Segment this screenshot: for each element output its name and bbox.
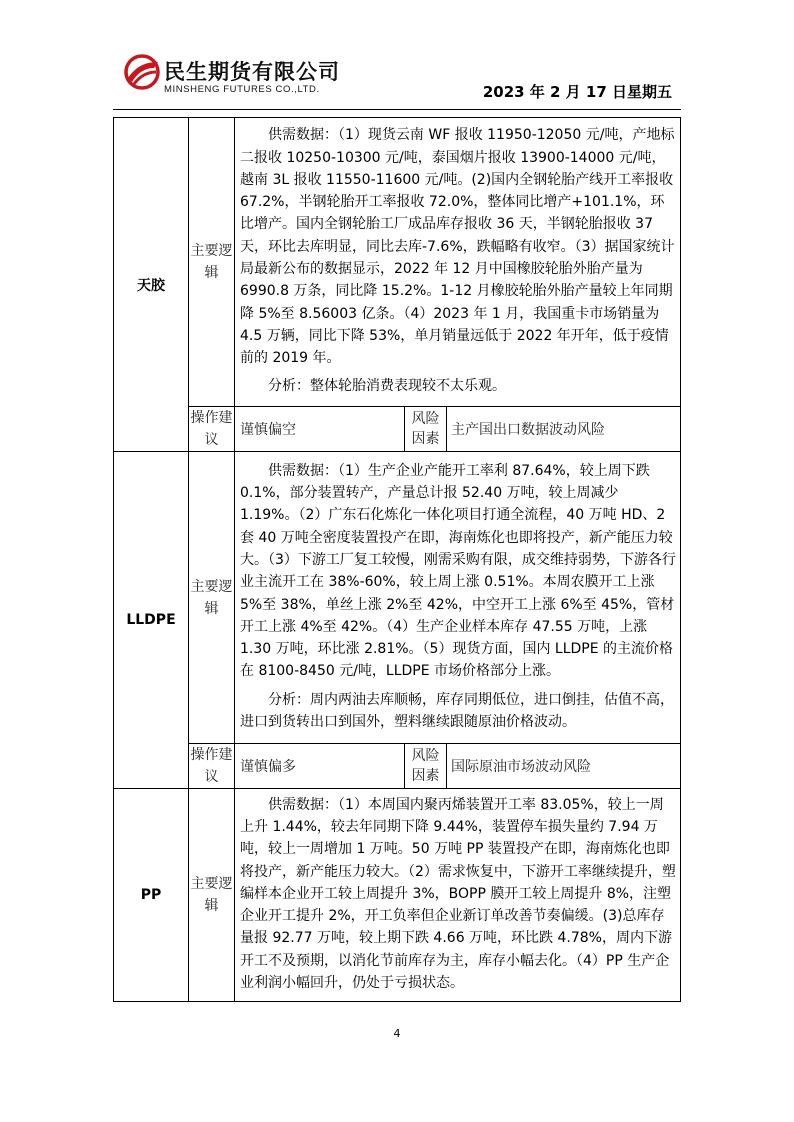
logic-content [235, 789, 681, 1002]
commodity-name: LLDPE [114, 452, 189, 789]
logic-label: 主要逻辑 [189, 789, 235, 1002]
table-row [114, 789, 681, 1002]
company-logo [124, 54, 384, 104]
logic-content [235, 452, 681, 744]
minsheng-logo-icon [124, 54, 160, 90]
analysis-text: 分析：周内两油去库顺畅，库存同期低位，进口倒挂，估值不高，进口到货转出口到国外，塑料继续跟随原油价格波动。 [240, 691, 674, 730]
company-name-en: MINSHENG FUTURES CO.,LTD. [164, 84, 320, 95]
advice-label: 操作建议 [189, 407, 235, 452]
table-row [114, 407, 681, 452]
supply-demand-text: 供需数据：（1）本周国内聚丙烯装置开工率 83.05%，较上一周上升 1.44%，较去年同期下降 9.44%，装置停车损失量约 7.94 万吨，较上一周增加 1 万吨。50 万吨 PP 装置投产在即，海南炼化也即将投产，新产能压力较大。（2）需求恢复中，下游开工率继续提升，塑编样本企业开工较上周提升 3%，BOPP 膜开工较上周提升 8%，注塑企业开工提升 2%，开工负率但企业新订单改善节奏偏缓。(3)总库存量报 92.77 万吨，较上期下跌 4.66 万吨，环比跌 4.78%，周内下游开工不及预期，以消化节前库存为主，库存小幅去化。（4）PP 生产企业利润小幅回升，仍处于亏损状态。 [240, 796, 676, 992]
page-number: 4 [393, 1027, 401, 1040]
supply-demand-text: 供需数据：（1）生产企业产能开工率利 87.64%，较上周下跌 0.1%，部分装置转产，产量总计报 52.40 万吨，较上周减少 1.19%。（2）广东石化炼化一体化项目打通全流程，40 万吨 HD、2 套 40 万吨全密度装置投产在即，海南炼化也即将投产，新产能压力较大。（3）下游工厂复工较慢，刚需采购有限，成交维持弱势，下游各行业主流开工在 38%-60%，较上周上涨 0.51%。本周农膜开工上涨 5%至 38%，单丝上涨 2%至 42%，中空开工上涨 6%至 45%，管材开工上涨 4%至 42%。（4）生产企业样本库存 47.55 万吨，上涨 1.30 万吨，环比涨 2.81%。（5）现货方面，国内 LLDPE 的主流价格在 8100-8450 元/吨，LLDPE 市场价格部分上涨。 [240, 462, 676, 680]
commodity-name: PP [114, 789, 189, 1002]
advice-value: 谨慎偏多 [235, 744, 405, 789]
commodity-name: 天胶 [114, 118, 189, 452]
header-divider [113, 109, 681, 110]
table-row [114, 118, 681, 407]
risk-label: 风险因素 [405, 744, 447, 789]
supply-demand-text: 供需数据：（1）现货云南 WF 报收 11950-12050 元/吨，产地标二报收 10250-10300 元/吨，泰国烟片报收 13900-14000 元/吨，越南 3L 报收 11550-11600 元/吨。(2)国内全钢轮胎产线开工率报收 67.2%，半钢轮胎开工率报收 72.0%，整体同比增产+101.1%，环比增产。国内全钢轮胎工厂成品库存报收 36 天，半钢轮胎报收 37 天，环比去库明显，同比去库-7.6%，跌幅略有收窄。（3）据国家统计局最新公布的数据显示，2022 年 12 月中国橡胶轮胎外胎产量为 6990.8 万条，同比降 15.2%。1-12 月橡胶轮胎外胎产量较上年同期降 5%至 8.56003 亿条。（4）2023 年 1 月，我国重卡市场销量为 4.5 万辆，同比下降 53%，单月销量远低于 2022 年开年，低于疫情前的 2019 年。 [240, 127, 675, 367]
table-row [114, 452, 681, 744]
logic-label: 主要逻辑 [189, 452, 235, 744]
risk-value: 国际原油市场波动风险 [447, 744, 681, 789]
report-date: 2023 年 2 月 17 日星期五 [482, 83, 672, 101]
advice-label: 操作建议 [189, 744, 235, 789]
company-name-cn: 民生期货有限公司 [164, 60, 340, 84]
commodity-analysis-table [113, 117, 681, 1002]
logic-label: 主要逻辑 [189, 118, 235, 407]
risk-label: 风险因素 [405, 407, 447, 452]
advice-value: 谨慎偏空 [235, 407, 405, 452]
logic-content [235, 118, 681, 407]
risk-value: 主产国出口数据波动风险 [447, 407, 681, 452]
table-row [114, 744, 681, 789]
analysis-text: 分析：整体轮胎消费表现较不太乐观。 [268, 378, 506, 395]
